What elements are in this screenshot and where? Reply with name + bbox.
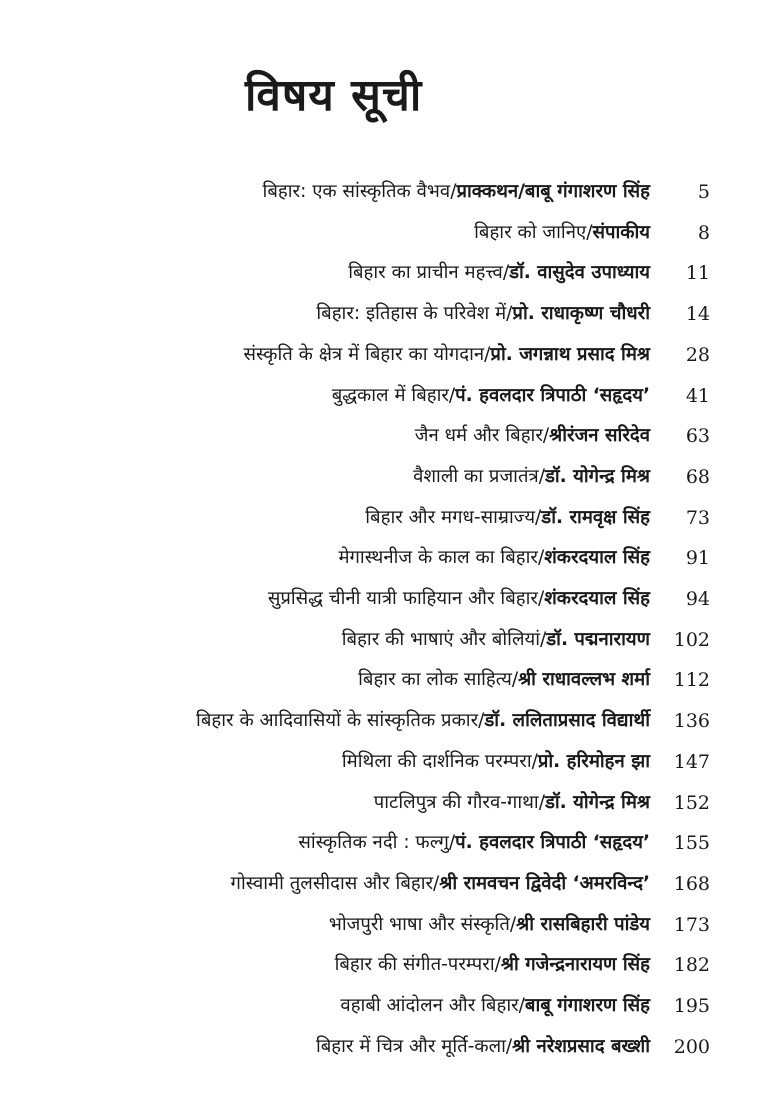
entry-text bbox=[263, 172, 650, 212]
entry-text bbox=[196, 701, 650, 741]
toc-entry bbox=[0, 213, 780, 253]
entry-author: बाबू गंगाशरण सिंह bbox=[524, 995, 650, 1016]
page-title: विषय सूची bbox=[245, 70, 423, 121]
toc-entry bbox=[0, 864, 780, 904]
toc-entry bbox=[0, 376, 780, 416]
entry-author: डॉ. योगेन्द्र मिश्र bbox=[544, 791, 650, 813]
entry-title: बिहार का प्राचीन महत्त्व/ bbox=[348, 262, 510, 284]
entry-title: वहाबी आंदोलन और बिहार/ bbox=[340, 995, 525, 1016]
entry-page-number: 63 bbox=[685, 425, 710, 448]
entry-author: डॉ. वासुदेव उपाध्याय bbox=[509, 262, 650, 284]
toc-entry bbox=[0, 945, 780, 985]
entry-title: बिहार की संगीत-परम्परा/ bbox=[334, 954, 501, 976]
entry-author: डॉ. योगेन्द्र मिश्र bbox=[544, 465, 650, 487]
entry-page-number: 8 bbox=[697, 221, 710, 244]
entry-title: पाटलिपुत्र की गौरव-गाथा/ bbox=[373, 791, 545, 813]
entry-page-number: 112 bbox=[673, 669, 710, 692]
entry-title: बिहार: एक सांस्कृतिक वैभव/ bbox=[262, 181, 457, 202]
toc-entry bbox=[0, 742, 780, 782]
toc-entry bbox=[0, 905, 780, 945]
entry-title: सुप्रसिद्ध चीनी यात्री फाहियान और बिहार/ bbox=[267, 588, 545, 609]
toc-entry bbox=[0, 457, 780, 497]
entry-title: वैशाली का प्रजातंत्र/ bbox=[413, 465, 545, 487]
entry-text bbox=[338, 538, 650, 578]
entry-text bbox=[316, 294, 650, 334]
toc-entry bbox=[0, 498, 780, 538]
entry-page-number: 102 bbox=[673, 628, 710, 651]
entry-author: पं. हवलदार त्रिपाठी ‘सहृदय’ bbox=[455, 384, 650, 406]
entry-author: श्री गजेन्द्रनारायण सिंह bbox=[500, 954, 650, 976]
entry-text bbox=[342, 620, 650, 660]
entry-author: डॉ. ललिताप्रसाद विद्यार्थी bbox=[484, 710, 650, 732]
toc-entry bbox=[0, 538, 780, 578]
entry-title: बिहार को जानिए/ bbox=[474, 221, 593, 243]
toc-entry bbox=[0, 701, 780, 741]
toc-entry bbox=[0, 579, 780, 619]
entry-page-number: 195 bbox=[673, 995, 710, 1017]
entry-text bbox=[342, 742, 650, 782]
entry-title: बुद्धकाल में बिहार/ bbox=[331, 384, 456, 406]
entry-page-number: 5 bbox=[697, 181, 710, 203]
entry-text bbox=[244, 335, 650, 375]
entry-page-number: 94 bbox=[685, 588, 710, 610]
entry-author: प्रो. राधाकृष्ण चौधरी bbox=[512, 303, 650, 325]
entry-page-number: 152 bbox=[673, 791, 710, 814]
entry-text bbox=[474, 213, 650, 253]
entry-author: संपाकीय bbox=[592, 221, 650, 243]
entry-page-number: 155 bbox=[673, 832, 710, 855]
entry-text bbox=[365, 498, 650, 538]
entry-text bbox=[358, 660, 650, 700]
entry-text bbox=[329, 905, 650, 945]
toc-entry bbox=[0, 335, 780, 375]
entry-page-number: 168 bbox=[673, 872, 710, 895]
toc-entry bbox=[0, 253, 780, 293]
entry-text bbox=[415, 416, 650, 456]
entry-page-number: 68 bbox=[685, 465, 710, 488]
entry-page-number: 147 bbox=[673, 750, 710, 773]
toc-entry bbox=[0, 783, 780, 823]
entry-text bbox=[335, 945, 650, 985]
entry-text bbox=[268, 579, 650, 619]
entry-page-number: 41 bbox=[685, 384, 710, 407]
entry-title: भोजपुरी भाषा और संस्कृति/ bbox=[328, 913, 517, 935]
entry-title: गोस्वामी तुलसीदास और बिहार/ bbox=[230, 872, 440, 894]
entry-author: श्री रामवचन द्विवेदी ‘अमरविन्द’ bbox=[439, 872, 650, 894]
entry-title: बिहार की भाषाएं और बोलियां/ bbox=[341, 628, 547, 650]
entry-title: मेगास्थनीज के काल का बिहार/ bbox=[338, 547, 545, 569]
entry-author: डॉ. पद्मनारायण bbox=[546, 628, 650, 650]
entry-title: जैन धर्म और बिहार/ bbox=[414, 425, 550, 447]
entry-title: बिहार के आदिवासियों के सांस्कृतिक प्रकार/ bbox=[196, 710, 485, 732]
entry-title: बिहार: इतिहास के परिवेश में/ bbox=[316, 303, 513, 325]
entry-page-number: 11 bbox=[685, 262, 710, 285]
entry-author: डॉ. रामवृक्ष सिंह bbox=[541, 506, 650, 528]
entry-text bbox=[348, 253, 650, 293]
entry-author: प्रो. जगन्नाथ प्रसाद मिश्र bbox=[490, 343, 650, 365]
toc-entry bbox=[0, 416, 780, 456]
entry-text bbox=[332, 376, 650, 416]
entry-page-number: 14 bbox=[685, 303, 710, 326]
entry-text bbox=[340, 986, 650, 1026]
toc-entry bbox=[0, 294, 780, 334]
entry-text bbox=[298, 823, 650, 863]
entry-author: पं. हवलदार त्रिपाठी ‘सहृदय’ bbox=[455, 832, 650, 854]
entry-text bbox=[316, 1027, 650, 1067]
entry-author: प्रो. हरिमोहन झा bbox=[537, 750, 650, 772]
entry-author: श्रीरंजन सरिदेव bbox=[549, 425, 650, 447]
toc-entry bbox=[0, 660, 780, 700]
entry-page-number: 200 bbox=[673, 1035, 710, 1058]
entry-page-number: 28 bbox=[685, 343, 710, 366]
entry-author: श्री रासबिहारी पांडेय bbox=[516, 913, 650, 935]
toc-entry bbox=[0, 823, 780, 863]
entry-title: बिहार का लोक साहित्य/ bbox=[358, 669, 519, 691]
entry-page-number: 73 bbox=[685, 506, 710, 529]
toc-entry bbox=[0, 172, 780, 212]
toc-entry bbox=[0, 1027, 780, 1067]
entry-text bbox=[231, 864, 650, 904]
entry-author: शंकरदयाल सिंह bbox=[544, 588, 650, 609]
toc-entry bbox=[0, 986, 780, 1026]
entry-author: प्राक्कथन/बाबू गंगाशरण सिंह bbox=[456, 181, 650, 202]
entry-author: श्री नरेशप्रसाद बख्शी bbox=[512, 1035, 650, 1057]
entry-title: बिहार में चित्र और मूर्ति-कला/ bbox=[315, 1035, 513, 1057]
entry-text bbox=[374, 783, 650, 823]
entry-page-number: 182 bbox=[673, 954, 710, 977]
entry-title: मिथिला की दार्शनिक परम्परा/ bbox=[341, 750, 538, 772]
entry-title: संस्कृति के क्षेत्र में बिहार का योगदान/ bbox=[243, 343, 491, 365]
entry-text bbox=[413, 457, 650, 497]
entry-page-number: 136 bbox=[673, 710, 710, 733]
entry-title: सांस्कृतिक नदी : फल्गु/ bbox=[298, 832, 456, 854]
entry-author: शंकरदयाल सिंह bbox=[544, 547, 650, 569]
entry-title: बिहार और मगध-साम्राज्य/ bbox=[365, 506, 542, 528]
entry-author: श्री राधावल्लभ शर्मा bbox=[518, 669, 650, 691]
entry-page-number: 173 bbox=[673, 913, 710, 936]
toc-entry bbox=[0, 620, 780, 660]
entry-page-number: 91 bbox=[685, 547, 710, 570]
